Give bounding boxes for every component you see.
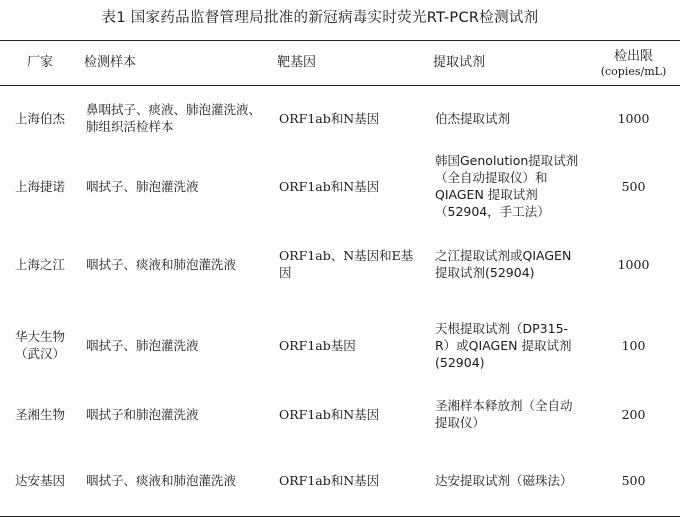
cell-target: ORF1ab和N基因 bbox=[279, 110, 380, 126]
reagent-table-container bbox=[0, 40, 667, 517]
cell-sample: 咽拭子、痰液和肺泡灌洗液 bbox=[86, 256, 237, 272]
cell-reagent: 之江提取试剂或QIAGEN 提取试剂(52904) bbox=[435, 248, 572, 280]
reagent-table bbox=[0, 40, 680, 517]
cell-vendor: 圣湘生物 bbox=[14, 406, 65, 422]
cell-vendor: 上海伯杰 bbox=[14, 110, 65, 126]
table-caption: 表1 国家药品监督管理局批准的新冠病毒实时荧光RT-PCR检测试剂 bbox=[101, 10, 539, 26]
cell-target: ORF1ab和N基因 bbox=[279, 472, 380, 488]
cell-reagent: 伯杰提取试剂 bbox=[435, 110, 511, 126]
cell-limit: 1000 bbox=[617, 110, 650, 126]
table-header bbox=[0, 41, 680, 86]
cell-limit: 200 bbox=[621, 406, 646, 422]
table-row bbox=[0, 86, 680, 151]
table-row bbox=[0, 444, 680, 517]
table-row bbox=[0, 384, 680, 444]
cell-limit: 500 bbox=[621, 472, 646, 488]
cell-target: ORF1ab和N基因 bbox=[279, 406, 380, 422]
header-vendor: 厂家 bbox=[26, 55, 53, 70]
table-row bbox=[0, 222, 680, 306]
cell-sample: 咽拭子和肺泡灌洗液 bbox=[86, 406, 199, 422]
cell-vendor: 华大生物（武汉） bbox=[14, 329, 65, 361]
cell-sample: 咽拭子、肺泡灌洗液 bbox=[86, 337, 199, 353]
table-body bbox=[0, 86, 680, 517]
cell-target: ORF1ab基因 bbox=[279, 337, 356, 353]
cell-reagent: 达安提取试剂（磁珠法） bbox=[435, 472, 573, 488]
cell-limit: 1000 bbox=[617, 256, 650, 272]
cell-reagent: 韩国Genolution提取试剂（全自动提取仪）和QIAGEN 提取试剂（52904，手工法） bbox=[435, 153, 579, 219]
header-limit-unit: (copies/mL) bbox=[600, 64, 667, 78]
table-row bbox=[0, 306, 680, 384]
header-target: 靶基因 bbox=[277, 55, 317, 70]
cell-sample: 咽拭子、痰液和肺泡灌洗液 bbox=[86, 472, 237, 488]
cell-sample: 鼻咽拭子、痰液、肺泡灌洗液、肺组织活检样本 bbox=[86, 102, 262, 134]
cell-target: ORF1ab和N基因 bbox=[279, 178, 380, 194]
cell-reagent: 天根提取试剂（DP315-R）或QIAGEN 提取试剂(52904) bbox=[435, 320, 572, 370]
header-reagent: 提取试剂 bbox=[433, 55, 486, 70]
cell-vendor: 上海捷诺 bbox=[14, 178, 65, 194]
cell-reagent: 圣湘样本释放剂（全自动提取仪） bbox=[435, 398, 573, 430]
cell-target: ORF1ab、N基因和E基因 bbox=[279, 248, 414, 280]
cell-sample: 咽拭子、肺泡灌洗液 bbox=[86, 178, 199, 194]
cell-limit: 500 bbox=[621, 178, 646, 194]
cell-limit: 100 bbox=[621, 337, 646, 353]
header-sample: 检测样本 bbox=[84, 55, 137, 70]
cell-vendor: 达安基因 bbox=[14, 472, 65, 488]
table-row bbox=[0, 150, 680, 222]
header-row bbox=[0, 41, 680, 86]
cell-vendor: 上海之江 bbox=[14, 256, 65, 272]
header-limit: 检出限 (copies/mL) bbox=[587, 41, 680, 86]
